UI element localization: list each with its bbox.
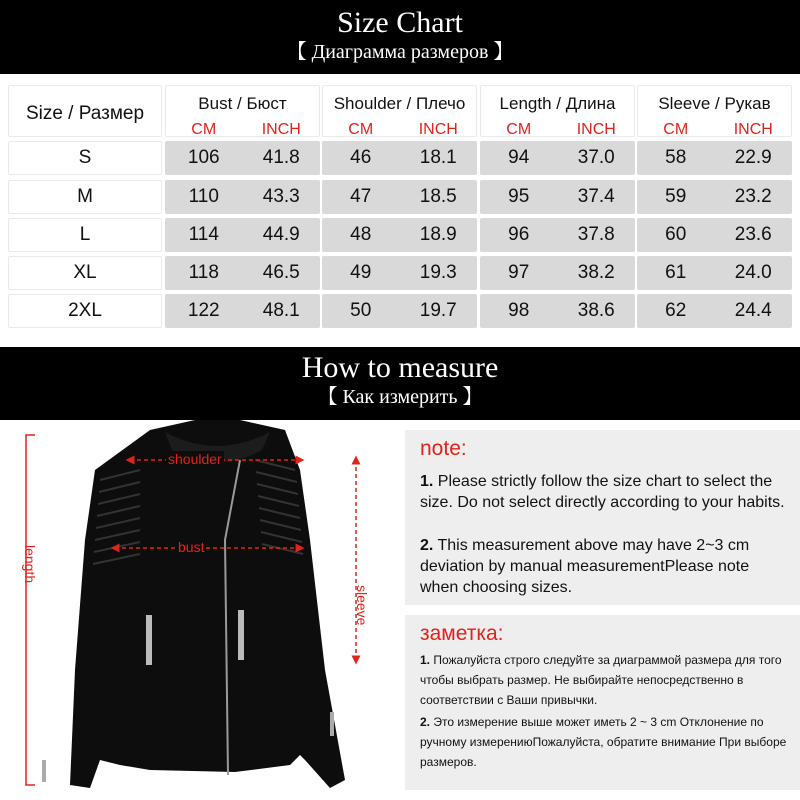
table-cell-value: 23.2 <box>734 186 772 207</box>
table-cell-value: 22.9 <box>734 147 772 168</box>
unit-cm-label: CM <box>348 121 374 138</box>
note-en-item2-text: This measurement above may have 2~3 cm deviation by manual measurementPlease note when choosing sizes. <box>420 537 750 596</box>
shoulder-label: shoulder <box>168 451 222 467</box>
bust-label: bust <box>178 539 205 555</box>
length-label: length <box>22 545 38 584</box>
table-cell-value: 118 <box>188 262 219 283</box>
size-chart-subtitle: 【 Диаграмма размеров 】 <box>286 41 514 63</box>
note-en-item1-text: Please strictly follow the size chart to select the size. Do not select directly according to your habits. <box>420 473 785 511</box>
unit-cm-label: CM <box>191 121 217 138</box>
note-ru-item2-num: 2. <box>420 715 431 729</box>
note-en-item2 <box>420 535 790 598</box>
table-cell-value: 58 <box>665 147 687 168</box>
table-cell-value: 24.4 <box>734 300 772 321</box>
note-ru-item1 <box>420 650 790 710</box>
unit-inch-label: INCH <box>261 121 301 138</box>
table-cell-value: 48.1 <box>262 300 300 321</box>
unit-inch-label: INCH <box>733 121 773 138</box>
table-cell-value: 94 <box>508 147 530 168</box>
note-ru-item1-text: Пожалуйста строго следуйте за диаграммой размера для того чтобы выбрать размер. Не выбирайте непосредственно в соответствии с Ваши привычки. <box>420 653 782 707</box>
table-cell-value: 114 <box>188 224 219 245</box>
unit-cm-label: CM <box>663 121 689 138</box>
table-cell-value: 44.9 <box>262 224 300 245</box>
table-cell-value: 49 <box>350 262 372 283</box>
note-en-item1 <box>420 471 790 513</box>
table-cell-value: 62 <box>665 300 687 321</box>
how-to-measure-title: How to measure <box>301 351 499 384</box>
table-cell-value: 18.1 <box>419 147 457 168</box>
table-cell-value: 59 <box>665 186 687 207</box>
jacket-measure-diagram <box>0 420 400 800</box>
note-en-item1-num: 1. <box>420 473 434 490</box>
table-cell-value: 61 <box>665 262 687 283</box>
table-cell-value: 46.5 <box>262 262 300 283</box>
note-en-item2-num: 2. <box>420 537 434 554</box>
table-cell-value: 18.9 <box>419 224 457 245</box>
table-cell-value: 47 <box>350 186 372 207</box>
group-header-label: Shoulder / Плечо <box>333 94 466 113</box>
table-cell-value: 23.6 <box>734 224 772 245</box>
size-header-label: Size / Размер <box>25 103 145 124</box>
size-row-label: S <box>78 147 92 168</box>
table-cell-value: 37.0 <box>577 147 615 168</box>
table-cell-value: 60 <box>665 224 687 245</box>
unit-inch-label: INCH <box>418 121 458 138</box>
unit-cm-label: CM <box>506 121 532 138</box>
table-cell-value: 37.4 <box>577 186 615 207</box>
note-en-title: note: <box>420 437 467 460</box>
table-cell-value: 50 <box>350 300 372 321</box>
table-cell-value: 95 <box>508 186 530 207</box>
table-cell-value: 96 <box>508 224 530 245</box>
table-cell-value: 38.2 <box>577 262 615 283</box>
jacket-image <box>42 420 345 788</box>
note-ru-item2 <box>420 712 790 772</box>
size-chart-banner <box>0 0 800 74</box>
note-ru-item1-num: 1. <box>420 653 431 667</box>
table-cell-value: 19.3 <box>419 262 457 283</box>
table-cell-value: 46 <box>350 147 372 168</box>
table-cell-value: 18.5 <box>419 186 457 207</box>
how-to-measure-subtitle: 【 Как измерить 】 <box>317 386 483 408</box>
group-header-label: Length / Длина <box>499 94 616 113</box>
group-header-label: Sleeve / Рукав <box>658 94 771 113</box>
size-row-label: 2XL <box>68 300 102 321</box>
table-cell-value: 19.7 <box>419 300 457 321</box>
table-cell-value: 110 <box>188 186 219 207</box>
note-ru-item2-text: Это измерение выше может иметь 2 ~ 3 cm Отклонение по ручному измерениюПожалуйста, обратите внимание При выборе размеров. <box>420 715 787 769</box>
table-cell-value: 106 <box>187 147 220 168</box>
table-cell-value: 48 <box>350 224 372 245</box>
group-header-label: Bust / Бюст <box>198 94 287 113</box>
size-row-label: M <box>77 186 93 207</box>
table-cell-value: 43.3 <box>262 186 300 207</box>
table-cell-value: 24.0 <box>734 262 772 283</box>
length-bracket <box>26 435 35 785</box>
size-row-label: L <box>79 224 91 245</box>
unit-inch-label: INCH <box>576 121 616 138</box>
how-to-measure-banner <box>0 347 800 420</box>
table-cell-value: 38.6 <box>577 300 615 321</box>
sleeve-label: sleeve <box>354 585 370 626</box>
note-ru-title: заметка: <box>420 622 504 645</box>
table-cell-value: 37.8 <box>577 224 615 245</box>
size-chart-title: Size Chart <box>337 6 463 39</box>
table-cell-value: 97 <box>508 262 530 283</box>
table-cell-value: 122 <box>187 300 220 321</box>
table-cell-value: 41.8 <box>262 147 300 168</box>
size-row-label: XL <box>73 262 97 283</box>
table-cell-value: 98 <box>508 300 530 321</box>
